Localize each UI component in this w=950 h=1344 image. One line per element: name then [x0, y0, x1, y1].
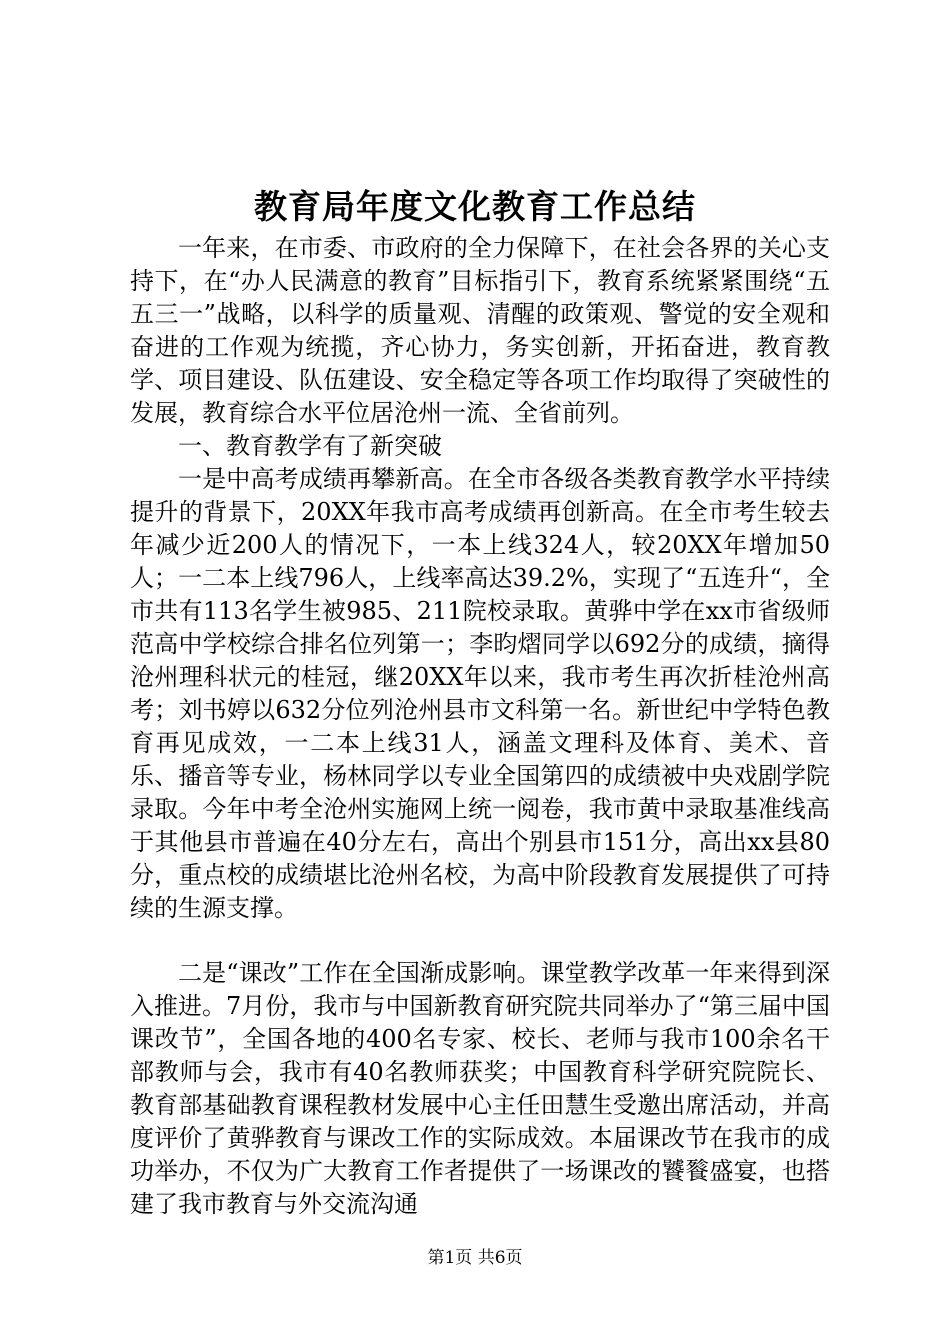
document-body: [130, 232, 830, 1221]
document-title: 教育局年度文化教育工作总结: [254, 187, 696, 226]
page-footer: 第1页 共6页: [427, 1248, 523, 1268]
paragraph-exam-results: 一是中高考成绩再攀新高。在全市各级各类教育教学水平持续提升的背景下，20XX年我市高考成绩再创新高。在全市考生较去年减少近200人的情况下，一本上线324人，较20XX年增加50人；一二本上线796人，上线率高达39.2%，实现了“五连升“，全市共有113名学生被985、211院校录取。黄骅中学在xx市省级师范高中学校综合排名位列第一；李昀熠同学以692分的成绩，摘得沧州理科状元的桂冠，继20XX年以来，我市考生再次折桂沧州高考；刘书婷以632分位列沧州县市文科第一名。新世纪中学特色教育再见成效，一二本上线31人，涵盖文理科及体育、美术、音乐、播音等专业，杨林同学以专业全国第四的成绩被中央戏剧学院录取。今年中考全沧州实施网上统一阅卷，我市黄中录取基准线高于其他县市普遍在40分左右，高出个别县市151分，高出xx县80分，重点校的成绩堪比沧州名校，为高中阶段教育发展提供了可持续的生源支撑。: [130, 465, 830, 922]
paragraph-curriculum-reform: 二是“课改”工作在全国渐成影响。课堂教学改革一年来得到深入推进。7月份，我市与中国新教育研究院共同举办了“第三届中国课改节”，全国各地的400名专家、校长、老师与我市100余名干部教师与会，我市有40名教师获奖；中国教育科学研究院院长、教育部基础教育课程教材发展中心主任田慧生受邀出席活动，并高度评价了黄骅教育与课改工作的实际成效。本届课改节在我市的成功举办，不仅为广大教育工作者提供了一场课改的饕餮盛宴，也搭建了我市教育与外交流沟通: [130, 959, 830, 1218]
section-heading: 一、教育教学有了新突破: [178, 432, 442, 460]
paragraph-intro: 一年来，在市委、市政府的全力保障下，在社会各界的关心支持下，在“办人民满意的教育”目标指引下，教育系统紧紧围绕“五五三一”战略，以科学的质量观、清醒的政策观、警觉的安全观和奋进的工作观为统揽，齐心协力，务实创新，开拓奋进，教育教学、项目建设、队伍建设、安全稳定等各项工作均取得了突破性的发展，教育综合水平位居沧州一流、全省前列。: [130, 234, 830, 427]
